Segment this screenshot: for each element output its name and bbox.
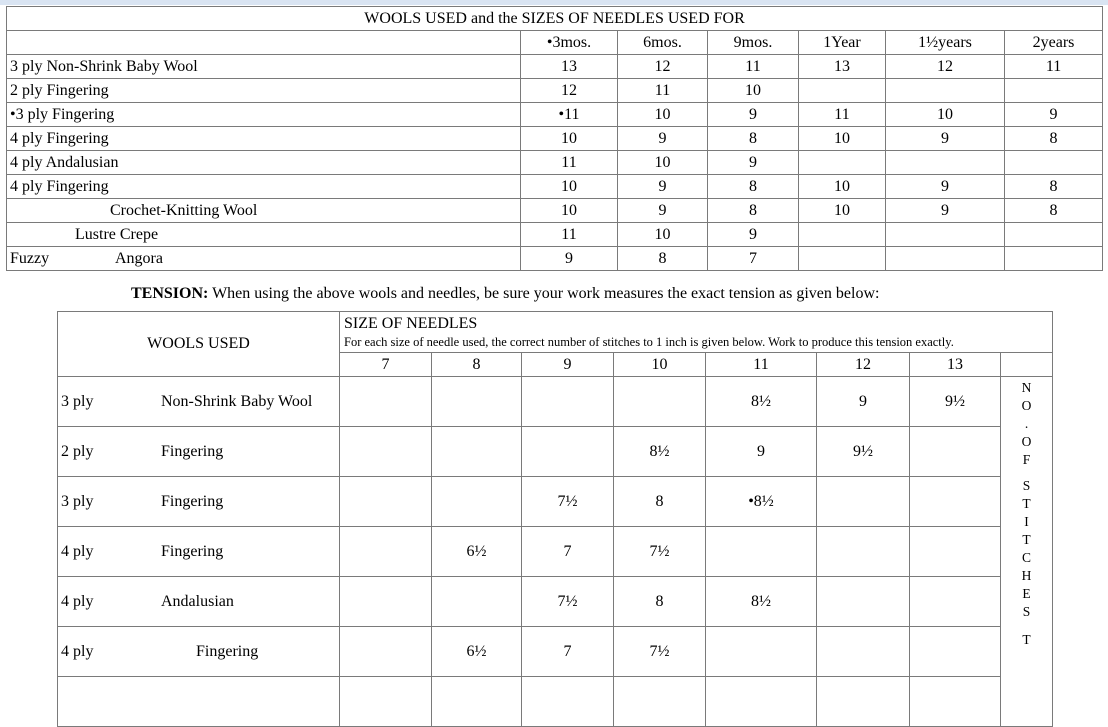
needle-size: 8 [1005, 175, 1103, 199]
side-char: T [1022, 632, 1031, 647]
wool-name-part: Angora [115, 249, 163, 267]
stitch-count [817, 477, 910, 527]
stitch-count: 9½ [910, 377, 1001, 427]
wool-name: 3 ply Non-Shrink Baby Wool [7, 55, 521, 79]
needle-size [886, 247, 1005, 271]
needle-size: 13 [799, 55, 886, 79]
side-char: O [1021, 434, 1032, 449]
stitch-count: 7½ [614, 627, 706, 677]
wool-name-part: Fuzzy [10, 249, 50, 267]
needle-size: 12 [618, 55, 708, 79]
age-header: 2years [1005, 31, 1103, 55]
age-header: 1Year [799, 31, 886, 55]
stitch-count: •8½ [706, 477, 817, 527]
needle-size: 8 [708, 175, 799, 199]
stitch-count [817, 527, 910, 577]
needle-size [886, 223, 1005, 247]
stitch-count [817, 577, 910, 627]
stitch-count [340, 527, 432, 577]
side-char: T [1022, 532, 1031, 547]
stitch-count [706, 527, 817, 577]
needle-size: 10 [521, 175, 618, 199]
side-char: C [1022, 550, 1032, 565]
age-header: 6mos. [618, 31, 708, 55]
side-char: S [1022, 604, 1031, 619]
needle-size: 11 [521, 151, 618, 175]
wool-name: 4 ply Fingering [7, 175, 521, 199]
needle-size: 9 [708, 151, 799, 175]
table-row [58, 577, 1053, 627]
table-row [58, 677, 1053, 727]
wool-label: Non-Shrink Baby Wool [161, 392, 313, 410]
needle-size: 9 [708, 103, 799, 127]
wools-used-header: WOOLS USED [58, 312, 340, 377]
side-spacer [1001, 469, 1052, 477]
stitch-count [817, 627, 910, 677]
wool-name: •3 ply Fingering [7, 103, 521, 127]
wool-cell [58, 577, 340, 627]
needle-size: 9 [521, 247, 618, 271]
stitch-count: 7½ [614, 527, 706, 577]
table-row [7, 223, 1103, 247]
needle-size: 9 [618, 127, 708, 151]
wool-cell [58, 627, 340, 677]
stitch-count: 8 [614, 577, 706, 627]
table-row [58, 427, 1053, 477]
needle-size: 9 [886, 199, 1005, 223]
table-row [58, 477, 1053, 527]
wool-label: Fingering [196, 642, 259, 660]
wool-name: Lustre Crepe [7, 223, 521, 247]
needle-size: 12 [521, 79, 618, 103]
needle-size [1005, 151, 1103, 175]
needle-size-table [6, 6, 1103, 271]
needle-size: 10 [618, 103, 708, 127]
tension-note [131, 285, 879, 303]
needle-header: 10 [614, 353, 706, 377]
tension-text: When using the above wools and needles, be sure your work measures the exact tension as given below: [208, 285, 880, 302]
size-header-note: For each size of needle used, the correct number of stitches to 1 inch is given below. Work to produce this tension exactly. [344, 335, 954, 349]
stitch-count: 9 [817, 377, 910, 427]
stitch-count: 7½ [522, 577, 614, 627]
stitch-count [706, 627, 817, 677]
stitch-count [910, 577, 1001, 627]
stitch-count [522, 427, 614, 477]
wool-name: 4 ply Andalusian [7, 151, 521, 175]
needle-size: 10 [886, 103, 1005, 127]
needle-size: 11 [521, 223, 618, 247]
needle-size: 9 [886, 127, 1005, 151]
ply-label: 4 ply [61, 542, 94, 560]
needle-size [799, 151, 886, 175]
wool-label: Fingering [161, 442, 224, 460]
needle-header: 7 [340, 353, 432, 377]
wool-label: Andalusian [161, 592, 234, 610]
wool-name: Crochet-Knitting Wool [7, 199, 521, 223]
table-row [58, 627, 1053, 677]
age-header-row [7, 31, 1103, 55]
stitch-count [340, 627, 432, 677]
needle-size: 10 [708, 79, 799, 103]
table-row [7, 79, 1103, 103]
needle-size: 10 [799, 127, 886, 151]
tension-table [57, 311, 1053, 727]
ply-label: 4 ply [61, 642, 94, 660]
needle-header: 8 [432, 353, 522, 377]
needle-size [886, 151, 1005, 175]
table-row [58, 527, 1053, 577]
side-spacer [1001, 621, 1052, 631]
needle-size: 7 [708, 247, 799, 271]
stitch-count: 7½ [522, 477, 614, 527]
needle-size: 11 [799, 103, 886, 127]
wool-label: Fingering [161, 542, 224, 560]
stitch-count: 8½ [706, 377, 817, 427]
size-header-title: SIZE OF NEEDLES [344, 315, 478, 332]
stitch-count [614, 377, 706, 427]
needle-size: 10 [521, 199, 618, 223]
ply-label: 3 ply [61, 492, 94, 510]
side-char: O [1021, 398, 1032, 413]
wool-name: 4 ply Fingering [7, 127, 521, 151]
needle-size: 11 [1005, 55, 1103, 79]
wool-name [7, 247, 521, 271]
stitch-count: 9 [706, 427, 817, 477]
needle-size: •11 [521, 103, 618, 127]
tension-label: TENSION: [131, 285, 209, 302]
stitch-count: 8½ [614, 427, 706, 477]
stitch-count: 7 [522, 627, 614, 677]
side-char: E [1022, 586, 1031, 601]
needle-size [1005, 247, 1103, 271]
table-row [58, 377, 1053, 427]
side-char: F [1022, 452, 1031, 467]
stitch-count: 6½ [432, 627, 522, 677]
stitch-count: 6½ [432, 527, 522, 577]
age-header: •3mos. [521, 31, 618, 55]
needle-size: 9 [618, 175, 708, 199]
side-char: H [1021, 568, 1032, 583]
needle-size [799, 247, 886, 271]
side-char: T [1022, 496, 1031, 511]
wool-cell [58, 527, 340, 577]
needle-size: 13 [521, 55, 618, 79]
stitch-count [432, 477, 522, 527]
table-row [7, 151, 1103, 175]
needle-header: 12 [817, 353, 910, 377]
ply-label: 3 ply [61, 392, 94, 410]
needle-size: 10 [618, 223, 708, 247]
stitch-count [910, 477, 1001, 527]
stitch-count: 8 [614, 477, 706, 527]
needle-header: 11 [706, 353, 817, 377]
stitch-count [522, 377, 614, 427]
stitch-count [340, 377, 432, 427]
table-row [7, 175, 1103, 199]
needle-size: 10 [521, 127, 618, 151]
stitch-count [432, 577, 522, 627]
stitch-count [432, 377, 522, 427]
ply-label: 4 ply [61, 592, 94, 610]
stitch-count [910, 627, 1001, 677]
stitch-count [910, 527, 1001, 577]
needle-size: 8 [1005, 127, 1103, 151]
age-header: 9mos. [708, 31, 799, 55]
table-row [7, 103, 1103, 127]
needle-size: 10 [618, 151, 708, 175]
needle-size: 10 [799, 199, 886, 223]
needle-size [886, 79, 1005, 103]
needle-size: 8 [708, 127, 799, 151]
stitch-count [910, 427, 1001, 477]
stitch-count [340, 577, 432, 627]
wool-label: Fingering [161, 492, 224, 510]
needle-size [799, 223, 886, 247]
needle-size: 8 [1005, 199, 1103, 223]
needle-size: 8 [708, 199, 799, 223]
wool-cell [58, 377, 340, 427]
side-char: . [1024, 416, 1029, 431]
stitch-count: 8½ [706, 577, 817, 627]
wool-name: 2 ply Fingering [7, 79, 521, 103]
needle-size: 12 [886, 55, 1005, 79]
needle-size: 9 [708, 223, 799, 247]
ply-label: 2 ply [61, 442, 94, 460]
needle-size [1005, 223, 1103, 247]
stitch-count: 7 [522, 527, 614, 577]
wool-cell [58, 477, 340, 527]
stitches-side-label [1001, 377, 1053, 727]
side-char: N [1021, 380, 1032, 395]
needle-size: 8 [618, 247, 708, 271]
side-char: I [1024, 514, 1029, 529]
stitch-count [340, 477, 432, 527]
needle-size: 11 [708, 55, 799, 79]
needle-size: 9 [618, 199, 708, 223]
needle-size [799, 79, 886, 103]
needle-size: 10 [799, 175, 886, 199]
size-of-needles-header [340, 312, 1053, 353]
side-char: S [1022, 478, 1031, 493]
table-row [7, 247, 1103, 271]
needle-header: 13 [910, 353, 1001, 377]
age-header: 1½years [886, 31, 1005, 55]
table-row [7, 55, 1103, 79]
needle-size [1005, 79, 1103, 103]
top-border [0, 0, 1108, 5]
table-title: WOOLS USED and the SIZES OF NEEDLES USED FOR [7, 7, 1103, 31]
table-row [7, 127, 1103, 151]
wool-cell [58, 427, 340, 477]
stitch-count [340, 427, 432, 477]
needle-size: 9 [886, 175, 1005, 199]
table-row [7, 199, 1103, 223]
stitch-count: 9½ [817, 427, 910, 477]
stitch-count [432, 427, 522, 477]
needle-size: 9 [1005, 103, 1103, 127]
needle-header: 9 [522, 353, 614, 377]
needle-size: 11 [618, 79, 708, 103]
